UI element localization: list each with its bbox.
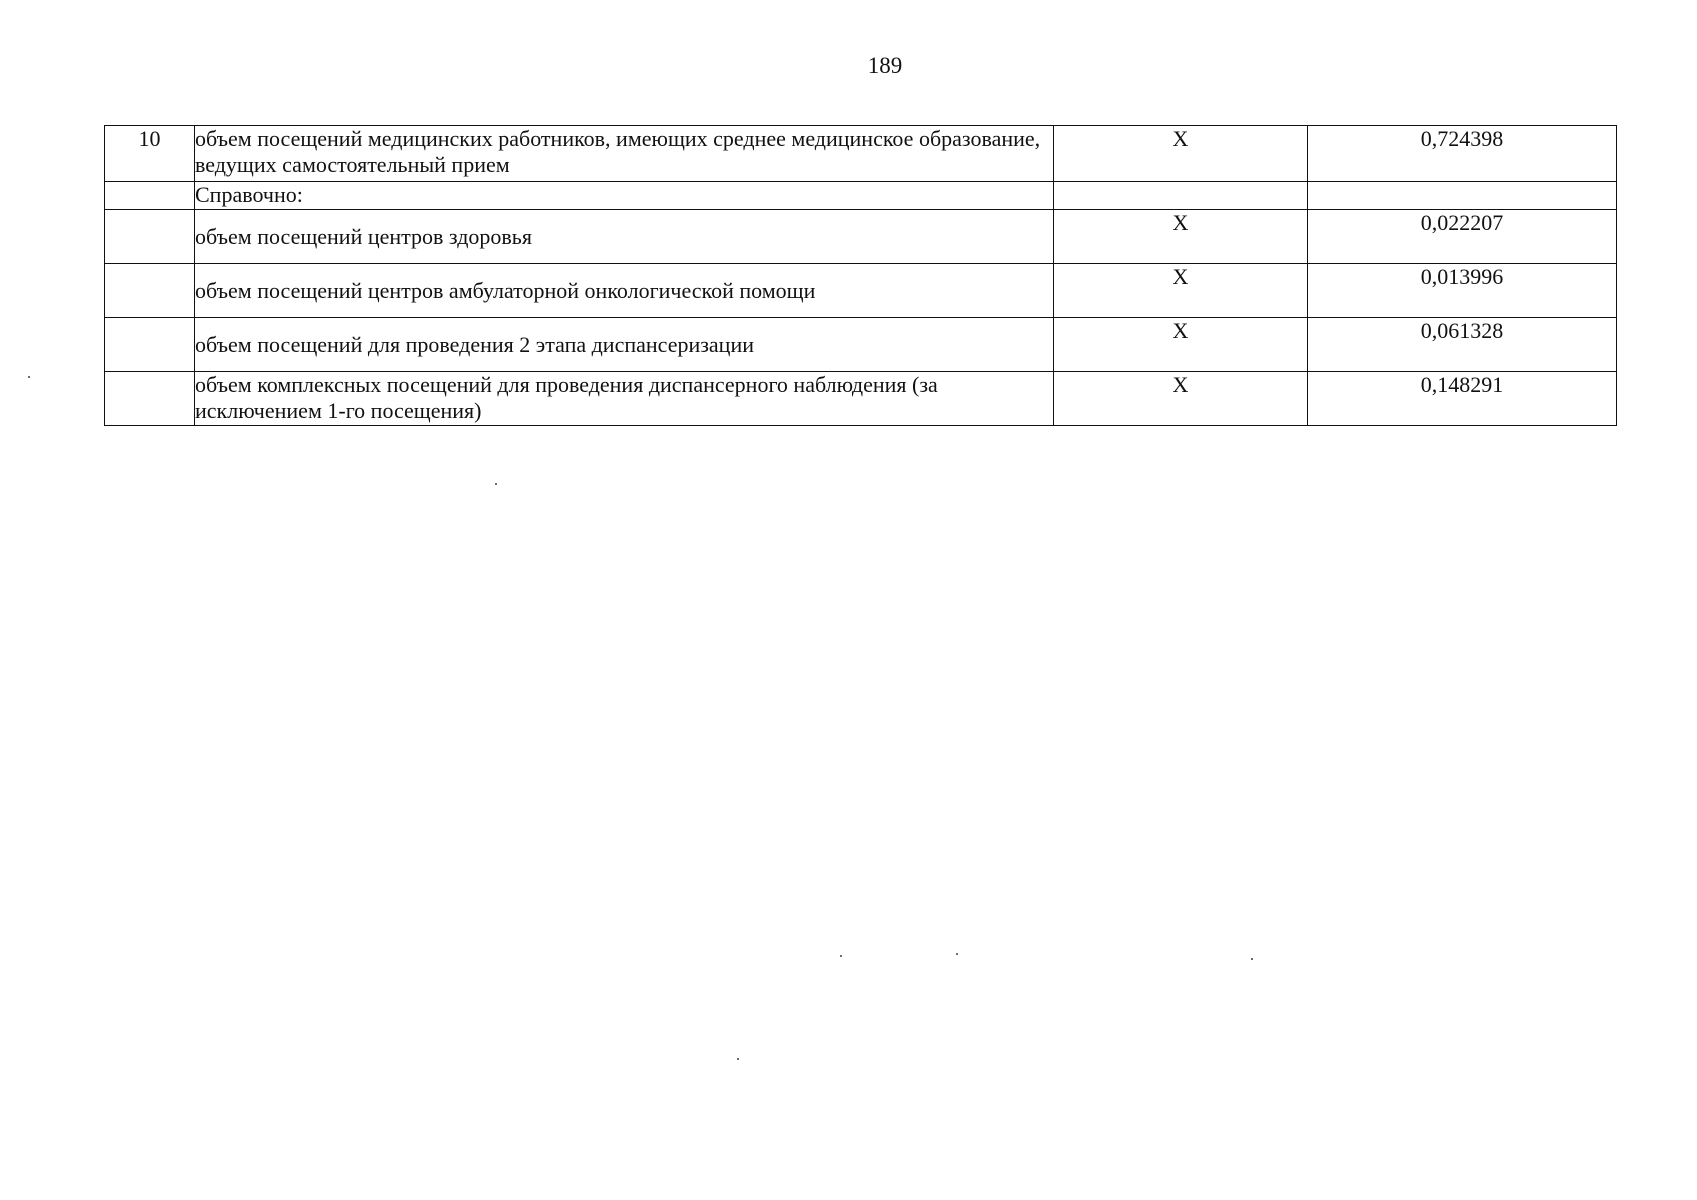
scan-speck <box>1251 958 1253 960</box>
scan-speck <box>495 483 497 485</box>
row-x-mark: X <box>1054 264 1308 318</box>
table-row <box>105 372 1617 426</box>
row-name: объем комплексных посещений для проведения диспансерного наблюдения (за исключением 1-го посещения) <box>195 372 1054 426</box>
scan-speck <box>956 953 958 955</box>
row-name: Справочно: <box>195 182 1054 210</box>
row-x-mark <box>1054 182 1308 210</box>
row-value: 0,724398 <box>1308 126 1617 182</box>
row-number <box>105 182 195 210</box>
row-name: объем посещений центров амбулаторной онкологической помощи <box>195 264 1054 318</box>
table-row <box>105 126 1617 182</box>
row-value: 0,061328 <box>1308 318 1617 372</box>
table-row <box>105 182 1617 210</box>
row-number <box>105 264 195 318</box>
data-table <box>104 125 1617 426</box>
table-row <box>105 210 1617 264</box>
row-value: 0,013996 <box>1308 264 1617 318</box>
row-value: 0,022207 <box>1308 210 1617 264</box>
row-number: 10 <box>105 126 195 182</box>
row-number <box>105 210 195 264</box>
page-number: 189 <box>867 53 903 78</box>
row-x-mark: X <box>1054 318 1308 372</box>
row-name: объем посещений медицинских работников, имеющих среднее медицинское образование, ведущих самостоятельный прием <box>195 126 1054 182</box>
row-value <box>1308 182 1617 210</box>
scan-speck <box>28 376 30 378</box>
table-row <box>105 318 1617 372</box>
row-value: 0,148291 <box>1308 372 1617 426</box>
scan-speck <box>840 955 842 957</box>
row-name: объем посещений центров здоровья <box>195 210 1054 264</box>
row-number <box>105 372 195 426</box>
row-number <box>105 318 195 372</box>
row-x-mark: X <box>1054 126 1308 182</box>
row-name: объем посещений для проведения 2 этапа диспансеризации <box>195 318 1054 372</box>
scan-speck <box>737 1058 739 1060</box>
row-x-mark: X <box>1054 372 1308 426</box>
row-x-mark: X <box>1054 210 1308 264</box>
table-row <box>105 264 1617 318</box>
